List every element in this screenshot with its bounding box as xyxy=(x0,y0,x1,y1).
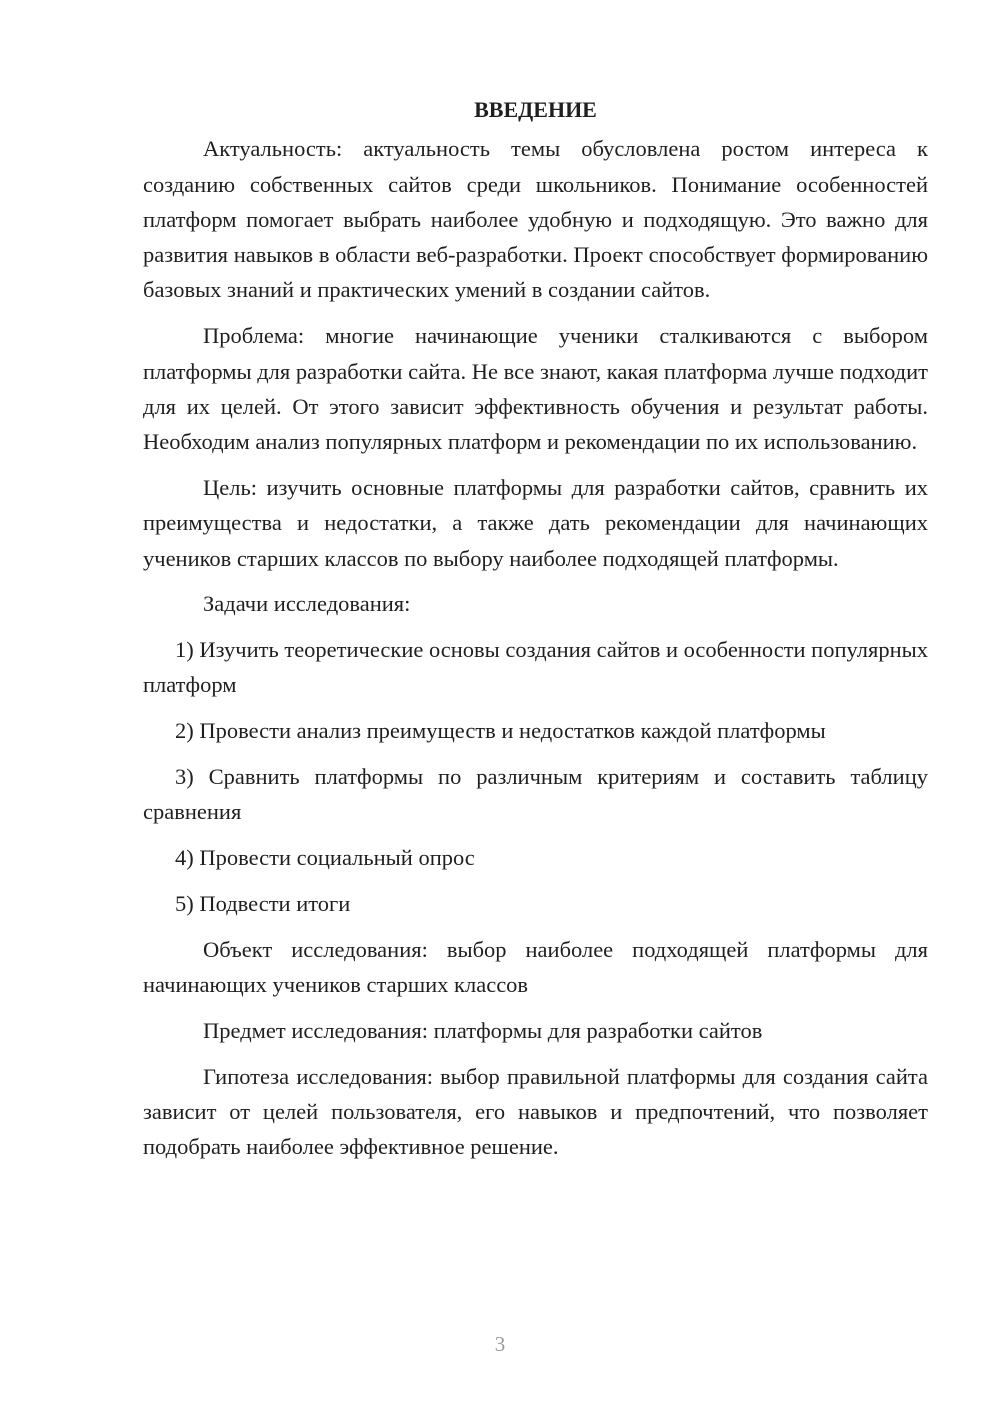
section-heading: ВВЕДЕНИЕ xyxy=(474,97,597,122)
problem-paragraph: Проблема: многие начинающие ученики сталкиваются с выбором платформы для разработки сайта. Не все знают, какая платформа лучше подходит для их целей. От этого зависит эффективность обучения и результат работы. Необходим анализ популярных платформ и рекомендации по их использованию. xyxy=(143,323,928,455)
document-page xyxy=(143,92,928,1165)
goal-paragraph: Цель: изучить основные платформы для разработки сайтов, сравнить их преимущества и недостатки, а также дать рекомендации для начинающих учеников старших классов по выбору наиболее подходящей платформы. xyxy=(143,474,928,571)
task-item-4: 4) Провести социальный опрос xyxy=(175,845,475,871)
object-paragraph: Объект исследования: выбор наиболее подходящей платформы для начинающих учеников старших классов xyxy=(143,936,928,998)
subject-paragraph: Предмет исследования: платформы для разработки сайтов xyxy=(203,1017,763,1043)
task-item-5: 5) Подвести итоги xyxy=(175,890,351,916)
page-number: 3 xyxy=(494,1332,506,1356)
task-item-1: 1) Изучить теоретические основы создания сайтов и особенности популярных платформ xyxy=(143,637,929,698)
hypothesis-paragraph: Гипотеза исследования: выбор правильной платформы для создания сайта зависит от целей пользователя, его навыков и предпочтений, что позволяет подобрать наиболее эффективное решение. xyxy=(143,1063,928,1160)
relevance-paragraph: Актуальность: актуальность темы обусловлена ростом интереса к созданию собственных сайтов среди школьников. Понимание особенностей платформ помогает выбрать наиболее удобную и подходящую. Это важно для развития навыков в области веб-разработки. Проект способствует формированию базовых знаний и практических умений в создании сайтов. xyxy=(143,136,928,303)
task-item-3: 3) Сравнить платформы по различным критериям и составить таблицу сравнения xyxy=(143,764,928,825)
task-item-2: 2) Провести анализ преимуществ и недостатков каждой платформы xyxy=(175,718,826,744)
tasks-title: Задачи исследования: xyxy=(203,591,411,617)
